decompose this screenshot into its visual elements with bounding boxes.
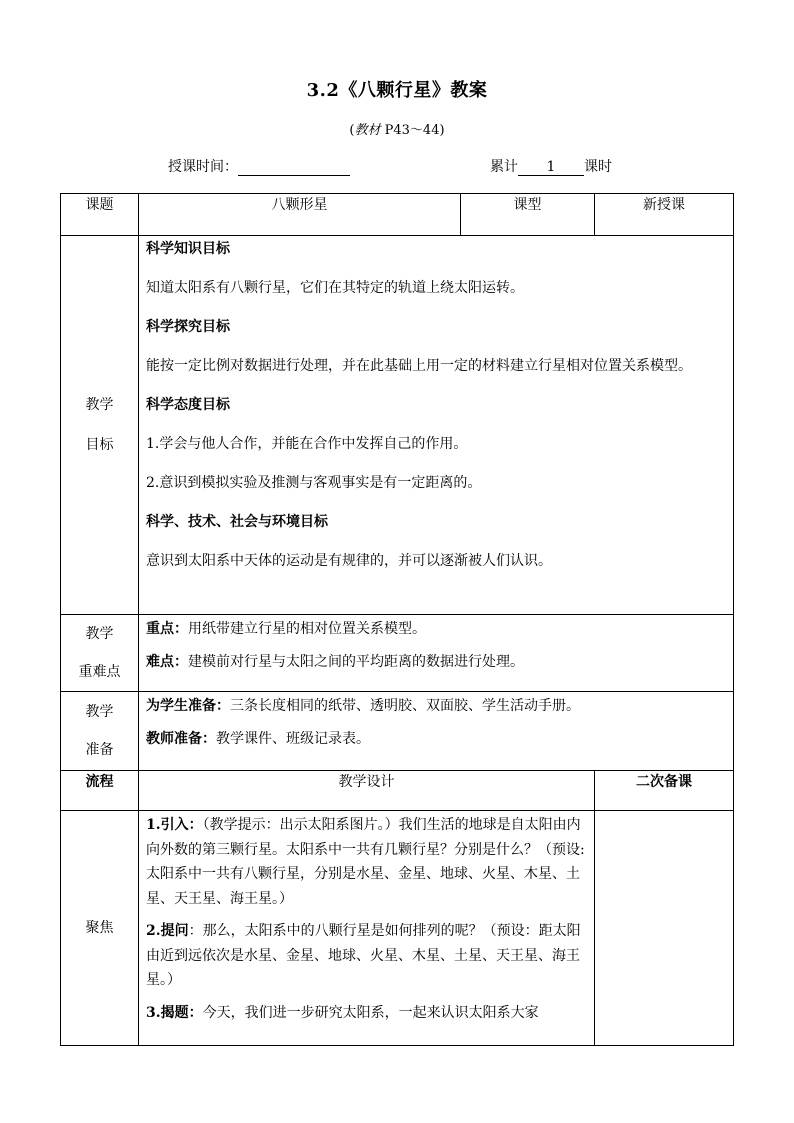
teacher-prep-label: 教师准备：: [146, 731, 216, 747]
cumulative-hours: [490, 156, 612, 176]
prep-label-line1: 教学: [85, 704, 114, 720]
focus-content: [139, 811, 595, 1046]
student-prep: [146, 694, 726, 718]
goals-label-line2: 目标: [85, 437, 114, 453]
goals-row: [61, 236, 734, 615]
cumulative-value[interactable]: 1: [518, 159, 584, 176]
teacher-prep-text: 教学课件、班级记录表。: [216, 731, 370, 747]
goal-heading-inquiry: 科学探究目标: [146, 319, 230, 335]
goal-text-attitude-2: 2.意识到模拟实验及推测与客观事实是有一定距离的。: [146, 475, 482, 491]
page-title: 3.2《八颗行星》教案: [306, 80, 488, 101]
focus-label: 聚焦: [61, 811, 139, 1046]
teacher-prep: [146, 727, 726, 751]
focus-step-question: [146, 919, 587, 993]
goals-label-line1: 教学: [85, 397, 114, 413]
cumulative-label: 累计: [490, 159, 518, 175]
preparation-label: [61, 692, 139, 771]
key-label-line2: 重难点: [78, 664, 121, 680]
focus-step-intro: [146, 813, 587, 911]
flow-header: 流程: [61, 771, 139, 811]
hours-label: 课时: [584, 159, 612, 175]
second-prep-cell[interactable]: [595, 811, 734, 1046]
goals-content: [139, 236, 734, 615]
goal-text-knowledge: 知道太阳系有八颗行星，它们在其特定的轨道上绕太阳运转。: [146, 280, 524, 296]
topic-reveal-label: 3.揭题：: [146, 1004, 203, 1021]
type-label: 课型: [461, 194, 595, 236]
topic-value: 八颗形星: [139, 194, 461, 236]
key-point-text: 用纸带建立行星的相对位置关系模型。: [188, 621, 426, 637]
second-prep-header: 二次备课: [595, 771, 734, 811]
goal-text-stse: 意识到太阳系中天体的运动是有规律的，并可以逐渐被人们认识。: [146, 553, 552, 569]
goal-text-inquiry: 能按一定比例对数据进行处理，并在此基础上用一定的材料建立行星相对位置关系模型。: [146, 358, 692, 374]
section-header-row: [61, 771, 734, 811]
subtitle-open: (: [349, 123, 355, 138]
key-label-line1: 教学: [85, 626, 114, 642]
subtitle: [0, 119, 794, 138]
preparation-content: [139, 692, 734, 771]
student-prep-text: 三条长度相同的纸带、透明胶、双面胶、学生活动手册。: [230, 698, 580, 714]
key-points-row: [61, 615, 734, 692]
design-header: 教学设计: [139, 771, 595, 811]
goal-heading-stse: 科学、技术、社会与环境目标: [146, 514, 328, 530]
intro-label: 1.引入：: [146, 817, 203, 833]
focus-step-topic: [146, 1001, 587, 1026]
subtitle-textbook: 教材: [354, 123, 381, 138]
lesson-time: [168, 156, 350, 176]
topic-row: [61, 194, 734, 236]
intro-text: （教学提示：出示太阳系图片。）我们生活的地球是自太阳由内向外数的第三颗行星。太阳系中一共有几颗行星？分别是什么？（预设: 太阳系中一共有八颗行星，分别是水星、金星、地球、火星、木星、土星、天王星、海王星。）: [146, 817, 585, 907]
key-points-content: [139, 615, 734, 692]
difficult-point-text: 建模前对行星与太阳之间的平均距离的数据进行处理。: [188, 654, 524, 670]
topic-reveal-text: 今天，我们进一步研究太阳系，一起来认识太阳系大家: [202, 1004, 539, 1021]
topic-label: 课题: [61, 194, 139, 236]
goals-label: [61, 236, 139, 615]
key-point: [146, 617, 726, 641]
prep-label-line2: 准备: [85, 742, 114, 758]
lesson-time-field[interactable]: [238, 160, 350, 176]
key-point-label: 重点：: [146, 621, 188, 637]
goal-text-attitude-1: 1.学会与他人合作，并能在合作中发挥自己的作用。: [146, 436, 468, 452]
subtitle-pages: P43～44): [380, 123, 445, 138]
goal-heading-knowledge: 科学知识目标: [146, 241, 230, 257]
goal-heading-attitude: 科学态度目标: [146, 397, 230, 413]
preparation-row: [61, 692, 734, 771]
focus-row: [61, 811, 734, 1046]
key-points-label: [61, 615, 139, 692]
type-value: 新授课: [595, 194, 734, 236]
question-label: 2.提问: [146, 923, 189, 939]
lesson-plan-table: [60, 193, 734, 1046]
difficult-point-label: 难点：: [146, 654, 188, 670]
student-prep-label: 为学生准备：: [146, 698, 230, 714]
question-text: ：那么，太阳系中的八颗行星是如何排列的呢？（预设：距太阳由近到远依次是水星、金星、地球、火星、木星、土星、天王星、海王星。）: [146, 923, 581, 988]
difficult-point: [146, 650, 726, 674]
lesson-time-label: 授课时间：: [168, 159, 238, 175]
